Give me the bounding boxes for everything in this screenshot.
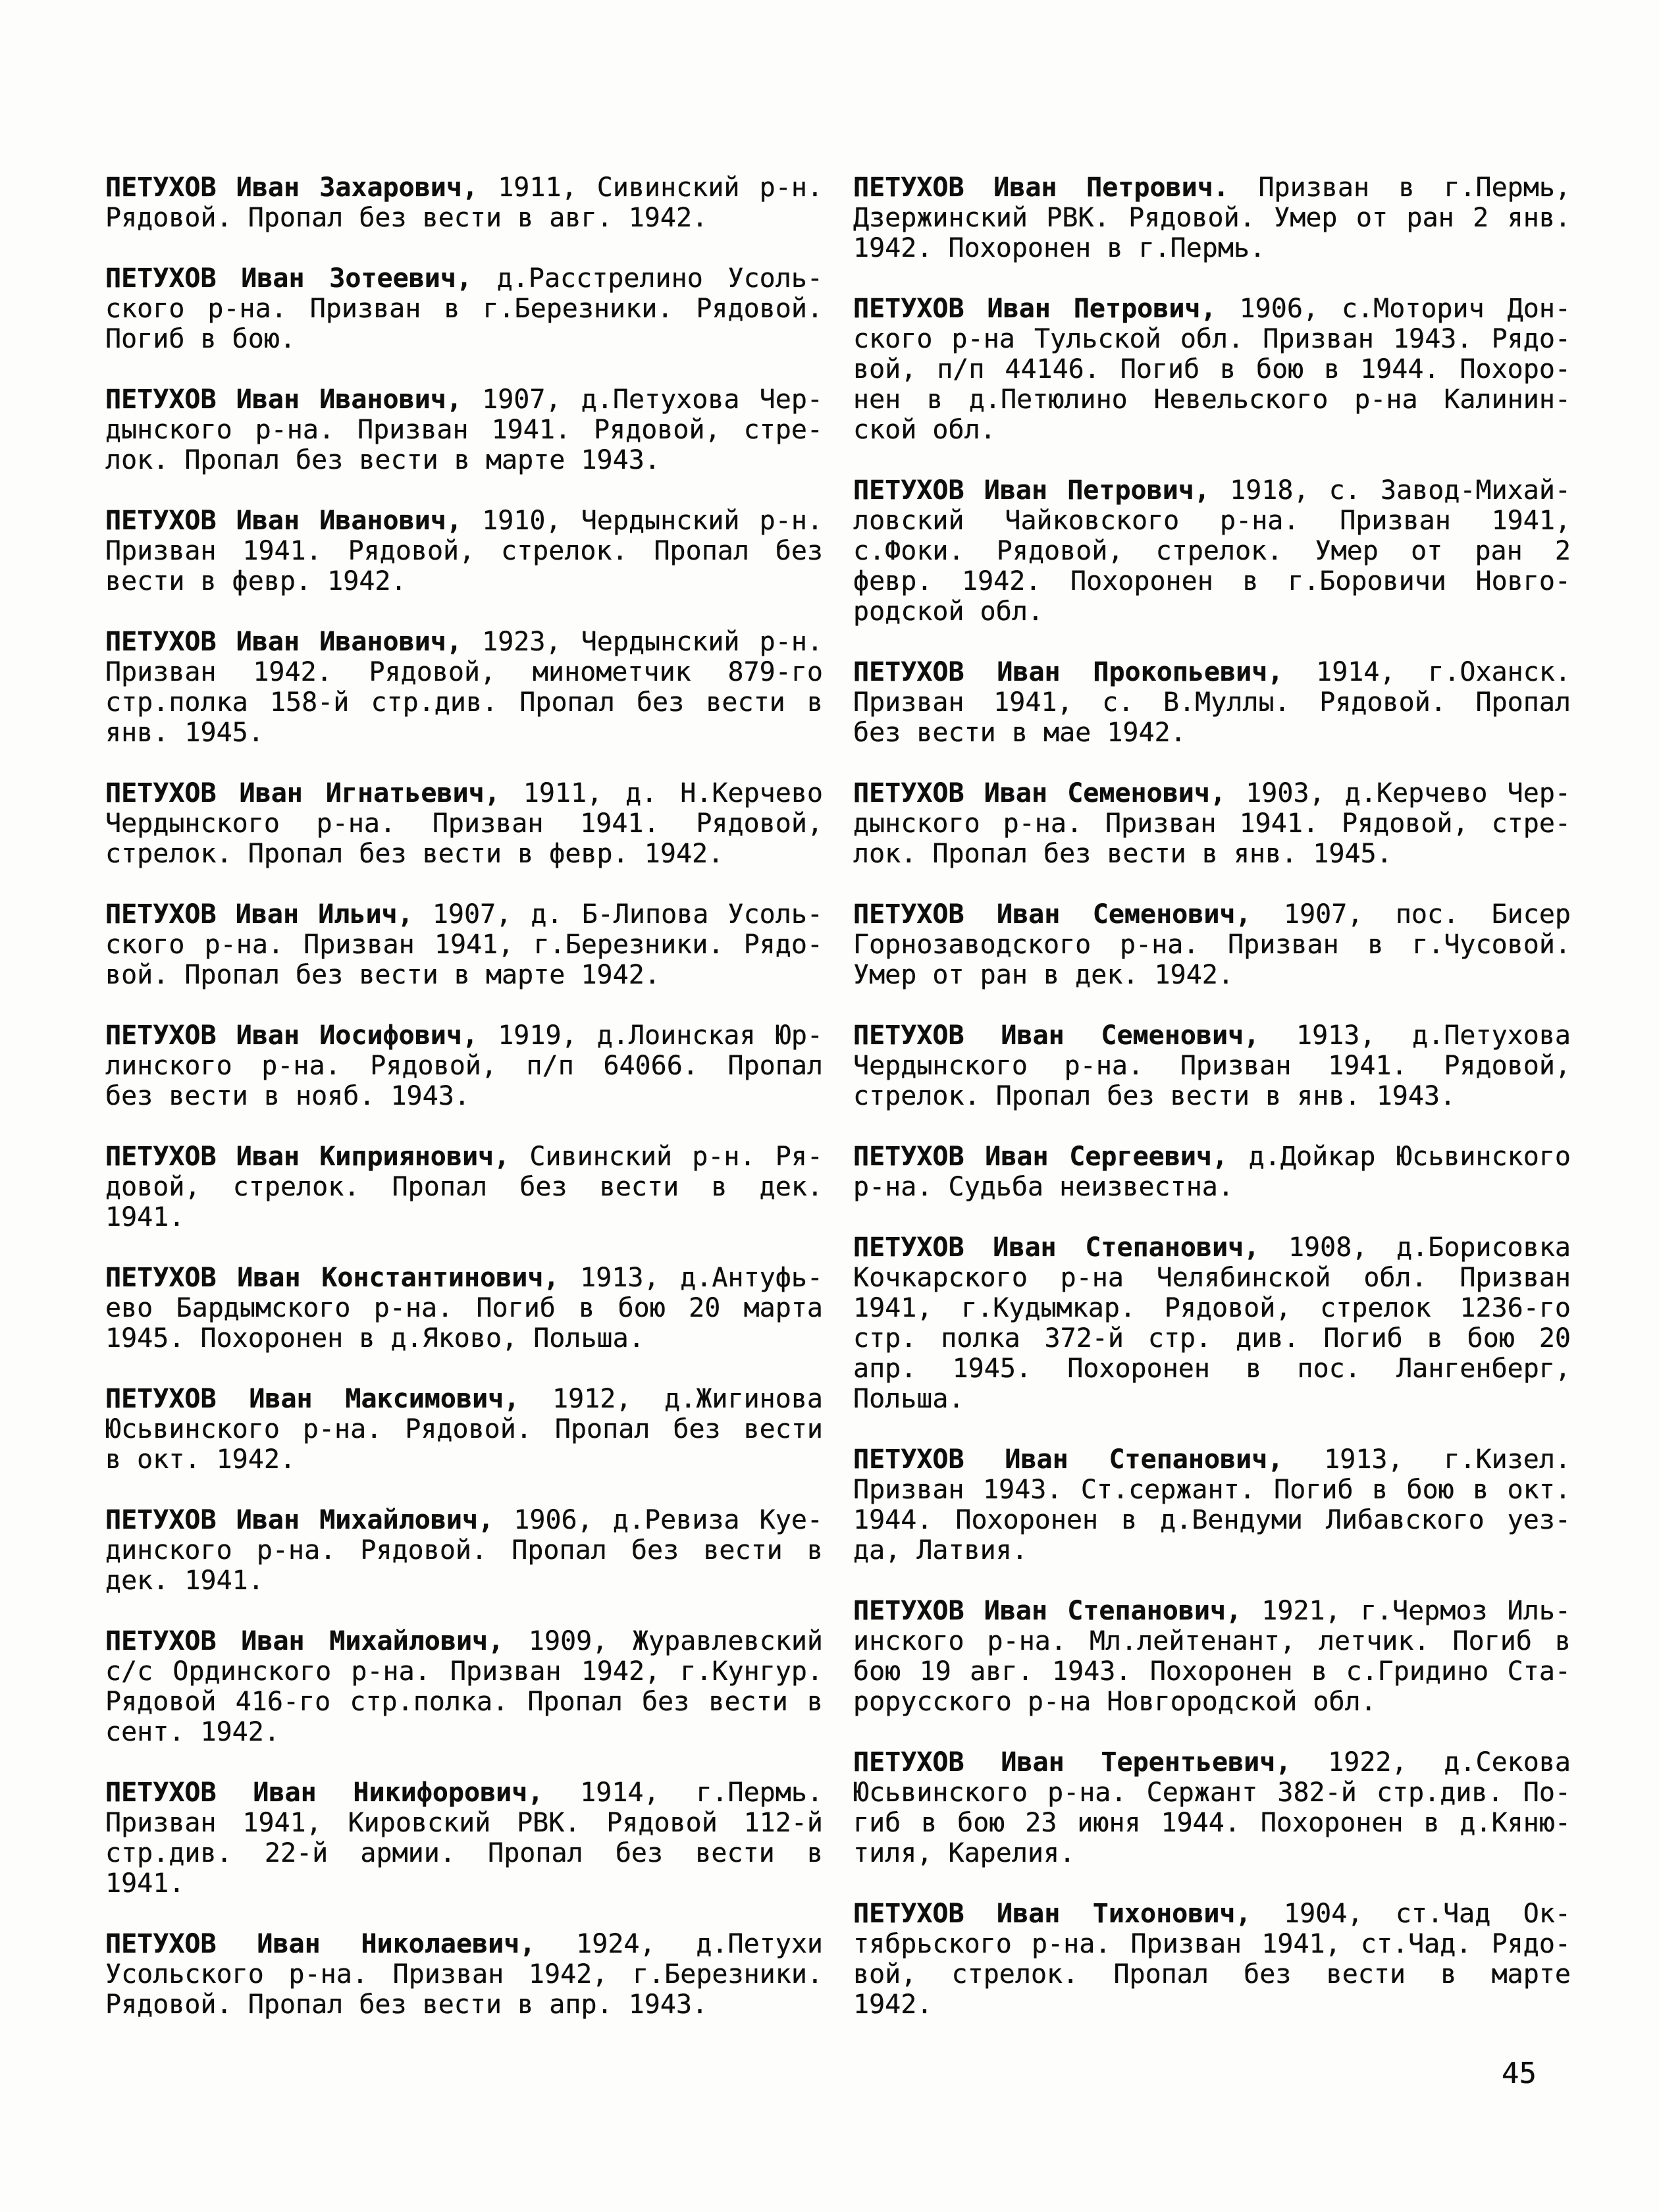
entry-line: стр.полка 158-й стр.див. Пропал без вести в — [105, 687, 823, 718]
entry-line: ского р-на. Призван 1941, г.Березники. Рядо- — [105, 930, 823, 960]
entry-first-line-rest: 1913, д.Антуфь- — [559, 1263, 824, 1293]
entry-first-line-rest: 1923, Чердынский р-н. — [461, 627, 823, 657]
entry-line: нен в д.Петюлино Невельского р-на Калинин- — [853, 384, 1571, 415]
entry-surname: ПЕТУХОВ Иван Игнатьевич, — [105, 778, 500, 808]
entry-line: Чердынского р-на. Призван 1941. Рядовой, — [853, 1051, 1571, 1081]
entry-line: инского р-на. Мл.лейтенант, летчик. Погиб в — [853, 1626, 1571, 1656]
entry-line — [853, 1444, 1571, 1475]
entry-line: вести в февр. 1942. — [105, 566, 407, 596]
memorial-entry — [853, 294, 1571, 445]
entry-surname: ПЕТУХОВ Иван Тихонович, — [853, 1899, 1251, 1929]
entry-line: тиля, Карелия. — [853, 1838, 1076, 1868]
memorial-entry — [853, 1020, 1571, 1111]
entry-surname: ПЕТУХОВ Иван Степанович, — [853, 1232, 1260, 1263]
entry-surname: ПЕТУХОВ Иван Семенович, — [853, 778, 1226, 808]
entry-first-line-rest: 1904, ст.Чад Ок- — [1251, 1899, 1571, 1929]
entry-line — [105, 1778, 823, 1808]
entry-line — [105, 1020, 823, 1051]
entry-line — [853, 475, 1571, 506]
entry-line: февр. 1942. Похоронен в г.Боровичи Новго- — [853, 566, 1571, 596]
page-number: 45 — [1502, 2057, 1537, 2090]
entry-line: ского р-на Тульской обл. Призван 1943. Рядо- — [853, 324, 1571, 354]
memorial-entry — [105, 778, 823, 869]
entry-surname: ПЕТУХОВ Иван Иванович, — [105, 627, 462, 657]
entry-line: Призван 1941, Кировский РВК. Рядовой 112-й — [105, 1808, 823, 1838]
entry-line: стрелок. Пропал без вести в февр. 1942. — [105, 839, 724, 869]
entry-line: довой, стрелок. Пропал без вести в дек. — [105, 1172, 823, 1202]
entry-first-line-rest: 1912, д.Жигинова — [519, 1384, 823, 1414]
entry-surname: ПЕТУХОВ Иван Константинович, — [105, 1263, 560, 1293]
memorial-entry — [853, 1142, 1571, 1202]
entry-first-line-rest: 1921, г.Чермоз Иль- — [1242, 1596, 1571, 1626]
entry-first-line-rest: 1919, д.Лоинская Юр- — [478, 1020, 823, 1051]
entry-first-line-rest: 1914, г.Пермь. — [543, 1778, 823, 1808]
entry-line: Рядовой. Пропал без вести в апр. 1943. — [105, 1989, 708, 2020]
entry-line: дынского р-на. Призван 1941. Рядовой, стре- — [853, 808, 1571, 839]
memorial-entry — [105, 263, 823, 354]
memorial-entry — [853, 172, 1571, 263]
memorial-entry — [105, 1778, 823, 1899]
column-right — [853, 172, 1571, 2050]
entry-line: да, Латвия. — [853, 1535, 1028, 1566]
entry-surname: ПЕТУХОВ Иван Степанович, — [853, 1596, 1242, 1626]
memorial-entry — [105, 899, 823, 990]
entry-line — [105, 263, 823, 294]
entry-surname: ПЕТУХОВ Иван Михайлович, — [105, 1505, 494, 1535]
entry-line — [105, 1626, 823, 1656]
entry-line: лок. Пропал без вести в марте 1943. — [105, 445, 660, 475]
entry-line: Погиб в бою. — [105, 324, 296, 354]
entry-line: без вести в нояб. 1943. — [105, 1081, 470, 1111]
entry-line — [853, 1020, 1571, 1051]
entry-line — [853, 172, 1571, 203]
entry-line: 1941. — [105, 1868, 185, 1899]
entry-line — [105, 1384, 823, 1414]
memorial-entry — [105, 506, 823, 596]
entry-first-line-rest: д.Расстрелино Усоль- — [472, 263, 823, 294]
memorial-entry — [105, 172, 823, 233]
column-left — [105, 172, 823, 2050]
entry-line: Призван 1941, с. В.Муллы. Рядовой. Пропал — [853, 687, 1571, 718]
entry-surname: ПЕТУХОВ Иван Максимович, — [105, 1384, 520, 1414]
entry-line: вой, стрелок. Пропал без вести в марте — [853, 1959, 1571, 1989]
entry-line: Умер от ран в дек. 1942. — [853, 960, 1234, 990]
memorial-entry — [853, 1596, 1571, 1717]
entry-line — [105, 1263, 823, 1293]
entry-first-line-rest: 1911, д. Н.Керчево — [500, 778, 824, 808]
entry-line — [105, 627, 823, 657]
entry-first-line-rest: 1909, Журавлевский — [504, 1626, 823, 1656]
entry-surname: ПЕТУХОВ Иван Сергеевич, — [853, 1142, 1228, 1172]
entry-line: в окт. 1942. — [105, 1444, 296, 1475]
entry-first-line-rest: 1918, с. Завод-Михай- — [1209, 475, 1571, 506]
entry-line: лок. Пропал без вести в янв. 1945. — [853, 839, 1392, 869]
entry-surname: ПЕТУХОВ Иван Иванович, — [105, 506, 462, 536]
entry-line — [105, 899, 823, 930]
entry-line: р-на. Судьба неизвестна. — [853, 1172, 1234, 1202]
entry-surname: ПЕТУХОВ Иван Николаевич, — [105, 1929, 536, 1959]
entry-line: Призван 1942. Рядовой, минометчик 879-го — [105, 657, 823, 687]
entry-line: Горнозаводского р-на. Призван в г.Чусовой. — [853, 930, 1571, 960]
memorial-entry — [105, 1263, 823, 1354]
entry-line: ево Бардымского р-на. Погиб в бою 20 марта — [105, 1293, 823, 1323]
entry-line: апр. 1945. Похоронен в пос. Лангенберг, — [853, 1354, 1571, 1384]
text-columns — [105, 172, 1571, 2050]
entry-first-line-rest: 1914, г.Оханск. — [1283, 657, 1571, 687]
entry-line — [853, 899, 1571, 930]
entry-surname: ПЕТУХОВ Иван Иванович, — [105, 384, 462, 415]
memorial-entry — [105, 1929, 823, 2020]
memorial-entry — [105, 627, 823, 748]
entry-line: Рядовой. Пропал без вести в авг. 1942. — [105, 203, 708, 233]
entry-surname: ПЕТУХОВ Иван Семенович, — [853, 899, 1251, 930]
entry-line: сент. 1942. — [105, 1717, 280, 1747]
entry-line: 1944. Похоронен в д.Вендуми Либавского уез- — [853, 1505, 1571, 1535]
entry-line: ской обл. — [853, 415, 996, 445]
memorial-entry — [105, 1626, 823, 1747]
entry-line: Польша. — [853, 1384, 964, 1414]
entry-line: Усольского р-на. Призван 1942, г.Березники. — [105, 1959, 823, 1989]
entry-first-line-rest: 1910, Чердынский р-н. — [461, 506, 823, 536]
entry-first-line-rest: 1907, д.Петухова Чер- — [461, 384, 823, 415]
entry-line: вой. Пропал без вести в марте 1942. — [105, 960, 660, 990]
memorial-entry — [105, 1020, 823, 1111]
entry-first-line-rest: 1922, д.Секова — [1291, 1747, 1571, 1778]
entry-line — [853, 1899, 1571, 1929]
entry-line: Чердынского р-на. Призван 1941. Рядовой, — [105, 808, 823, 839]
entry-first-line-rest: 1907, пос. Бисер — [1251, 899, 1571, 930]
entry-surname: ПЕТУХОВ Иван Захарович, — [105, 172, 479, 203]
memorial-entry — [105, 1142, 823, 1232]
entry-line: родской обл. — [853, 596, 1043, 627]
memorial-entry — [105, 1384, 823, 1475]
entry-first-line-rest: Сивинский р-н. Ря- — [510, 1142, 823, 1172]
entry-line: Юсьвинского р-на. Рядовой. Пропал без вести — [105, 1414, 823, 1444]
entry-first-line-rest: д.Дойкар Юсьвинского — [1228, 1142, 1571, 1172]
entry-line: дек. 1941. — [105, 1566, 264, 1596]
memorial-entry — [853, 1899, 1571, 2020]
entry-line: Призван 1941. Рядовой, стрелок. Пропал без — [105, 536, 823, 566]
entry-surname: ПЕТУХОВ Иван Ильич, — [105, 899, 413, 930]
entry-line: линского р-на. Рядовой, п/п 64066. Пропал — [105, 1051, 823, 1081]
entry-line — [105, 1929, 823, 1959]
entry-surname: ПЕТУХОВ Иван Киприянович, — [105, 1142, 510, 1172]
entry-first-line-rest: 1913, г.Кизел. — [1283, 1444, 1571, 1475]
memorial-entry — [853, 1444, 1571, 1566]
entry-surname: ПЕТУХОВ Иван Семенович, — [853, 1020, 1260, 1051]
entry-line: дынского р-на. Призван 1941. Рядовой, стре- — [105, 415, 823, 445]
entry-line — [105, 1142, 823, 1172]
entry-line: 1942. — [853, 1989, 933, 2020]
memorial-entry — [853, 1232, 1571, 1414]
entry-line: стрелок. Пропал без вести в янв. 1943. — [853, 1081, 1456, 1111]
entry-line — [105, 172, 823, 203]
entry-line: 1941, г.Кудымкар. Рядовой, стрелок 1236-го — [853, 1293, 1571, 1323]
entry-surname: ПЕТУХОВ Иван Зотеевич, — [105, 263, 473, 294]
entry-line: 1941. — [105, 1202, 185, 1232]
memorial-entry — [853, 657, 1571, 748]
entry-line: динского р-на. Рядовой. Пропал без вести в — [105, 1535, 823, 1566]
entry-line: тябрьского р-на. Призван 1941, ст.Чад. Рядо- — [853, 1929, 1571, 1959]
entry-surname: ПЕТУХОВ Иван Петрович, — [853, 294, 1217, 324]
entry-surname: ПЕТУХОВ Иван Иосифович, — [105, 1020, 479, 1051]
entry-line: с/с Ординского р-на. Призван 1942, г.Кунгур. — [105, 1656, 823, 1687]
entry-line: Рядовой 416-го стр.полка. Пропал без вести в — [105, 1687, 823, 1717]
entry-line: бою 19 авг. 1943. Похоронен в с.Гридино Ста- — [853, 1656, 1571, 1687]
entry-first-line-rest: 1906, д.Ревиза Куе- — [494, 1505, 823, 1535]
entry-line: Призван 1943. Ст.сержант. Погиб в бою в окт. — [853, 1475, 1571, 1505]
entry-line — [105, 1505, 823, 1535]
entry-surname: ПЕТУХОВ Иван Петрович, — [853, 475, 1210, 506]
entry-line: рорусского р-на Новгородской обл. — [853, 1687, 1377, 1717]
entry-line: стр. полка 372-й стр. див. Погиб в бою 20 — [853, 1323, 1571, 1354]
memorial-entry — [853, 475, 1571, 627]
entry-line: без вести в мае 1942. — [853, 718, 1186, 748]
entry-first-line-rest: 1906, с.Моторич Дон- — [1216, 294, 1571, 324]
entry-line — [105, 778, 823, 808]
entry-line: Дзержинский РВК. Рядовой. Умер от ран 2 янв. — [853, 203, 1571, 233]
memorial-entry — [853, 1747, 1571, 1868]
entry-line: янв. 1945. — [105, 718, 264, 748]
entry-line: 1942. Похоронен в г.Пермь. — [853, 233, 1266, 263]
memorial-entry — [853, 778, 1571, 869]
entry-first-line-rest: 1913, д.Петухова — [1259, 1020, 1571, 1051]
entry-line: 1945. Похоронен в д.Яково, Польша. — [105, 1323, 645, 1354]
entry-first-line-rest: 1924, д.Петухи — [535, 1929, 824, 1959]
entry-line — [105, 506, 823, 536]
entry-surname: ПЕТУХОВ Иван Степанович, — [853, 1444, 1284, 1475]
entry-first-line-rest: 1907, д. Б-Липова Усоль- — [413, 899, 823, 930]
entry-surname: ПЕТУХОВ Иван Терентьевич, — [853, 1747, 1292, 1778]
memorial-entry — [853, 899, 1571, 990]
entry-first-line-rest: 1903, д.Керчево Чер- — [1226, 778, 1571, 808]
entry-line: Кочкарского р-на Челябинской обл. Призван — [853, 1263, 1571, 1293]
entry-line: стр.див. 22-й армии. Пропал без вести в — [105, 1838, 823, 1868]
entry-line: ского р-на. Призван в г.Березники. Рядовой. — [105, 294, 823, 324]
entry-line — [853, 1747, 1571, 1778]
memorial-entry — [105, 1505, 823, 1596]
entry-line — [853, 657, 1571, 687]
entry-surname: ПЕТУХОВ Иван Петрович. — [853, 172, 1229, 203]
entry-surname: ПЕТУХОВ Иван Михайлович, — [105, 1626, 504, 1656]
entry-line — [853, 1596, 1571, 1626]
entry-line — [853, 1142, 1571, 1172]
entry-first-line-rest: 1911, Сивинский р-н. — [478, 172, 823, 203]
entry-surname: ПЕТУХОВ Иван Никифорович, — [105, 1778, 544, 1808]
entry-line: вой, п/п 44146. Погиб в бою в 1944. Похоро- — [853, 354, 1571, 384]
entry-line — [105, 384, 823, 415]
entry-line: Юсьвинского р-на. Сержант 382-й стр.див. По- — [853, 1778, 1571, 1808]
entry-line — [853, 294, 1571, 324]
entry-first-line-rest: 1908, д.Борисовка — [1259, 1232, 1571, 1263]
entry-line — [853, 1232, 1571, 1263]
entry-surname: ПЕТУХОВ Иван Прокопьевич, — [853, 657, 1284, 687]
entry-line: гиб в бою 23 июня 1944. Похоронен в д.Кяню- — [853, 1808, 1571, 1838]
entry-line — [853, 778, 1571, 808]
entry-first-line-rest: Призван в г.Пермь, — [1228, 172, 1571, 203]
entry-line: с.Фоки. Рядовой, стрелок. Умер от ран 2 — [853, 536, 1571, 566]
memorial-entry — [105, 384, 823, 475]
entry-line: ловский Чайковского р-на. Призван 1941, — [853, 506, 1571, 536]
